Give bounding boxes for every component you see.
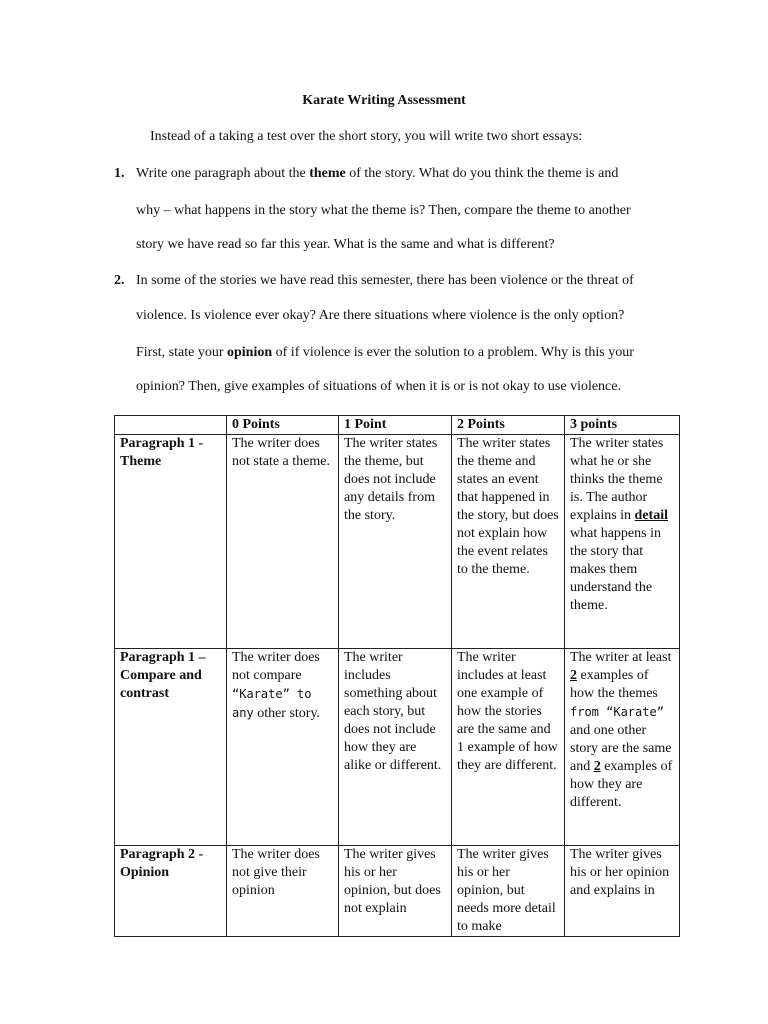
- rubric-cell: The writer does not state a theme.: [227, 435, 339, 649]
- item-2-line-3: First, state your opinion of if violence is ever the solution to a problem. Why is this your: [136, 345, 634, 360]
- page-title: Karate Writing Assessment: [302, 93, 466, 108]
- rubric-header-row: [115, 416, 680, 435]
- item-2-line-4: opinion? Then, give examples of situations of when it is or is not okay to use violence.: [136, 379, 621, 394]
- item-2-line-1: In some of the stories we have read this semester, there has been violence or the threat of: [136, 273, 634, 288]
- rubric-row-opinion: [115, 846, 680, 937]
- rubric-cell: The writer at least 2 examples of how the themes from “Karate” and one other story are the same and 2 examples of how they are different.: [565, 649, 680, 846]
- item-2-line-2: violence. Is violence ever okay? Are there situations where violence is the only option?: [136, 308, 625, 323]
- header-cell-3-points: 3 points: [565, 416, 680, 435]
- rubric-cell: The writer does not give their opinion: [227, 846, 339, 937]
- rubric-cell: The writer gives his or her opinion and explains in: [565, 846, 680, 937]
- row-label: Paragraph 2 - Opinion: [115, 846, 227, 937]
- item-1-line-3: story we have read so far this year. What is the same and what is different?: [136, 237, 555, 252]
- rubric-cell: The writer includes at least one example of how the stories are the same and 1 example of how they are different.: [452, 649, 565, 846]
- header-cell-2-points: 2 Points: [452, 416, 565, 435]
- intro-text: Instead of a taking a test over the short story, you will write two short essays:: [150, 129, 583, 144]
- rubric-cell: The writer gives his or her opinion, but needs more detail to make: [452, 846, 565, 937]
- item-number-1: 1.: [114, 166, 125, 181]
- rubric-row-compare: [115, 649, 680, 846]
- rubric-cell: The writer gives his or her opinion, but does not explain: [339, 846, 452, 937]
- rubric-cell: The writer does not compare “Karate” to any other story.: [227, 649, 339, 846]
- header-cell-0-points: 0 Points: [227, 416, 339, 435]
- item-1-line-2: why – what happens in the story what the theme is? Then, compare the theme to another: [136, 203, 631, 218]
- row-label: Paragraph 1 - Theme: [115, 435, 227, 649]
- rubric-table: [114, 415, 680, 937]
- rubric-cell: The writer includes something about each story, but does not include how they are alike or different.: [339, 649, 452, 846]
- rubric-cell: The writer states the theme and states an event that happened in the story, but does not explain how the event relates to the theme.: [452, 435, 565, 649]
- rubric-cell: The writer states the theme, but does not include any details from the story.: [339, 435, 452, 649]
- item-number-2: 2.: [114, 273, 125, 288]
- item-1-line-1: Write one paragraph about the theme of the story. What do you think the theme is and: [136, 166, 619, 181]
- header-cell-blank: [115, 416, 227, 435]
- header-cell-1-point: 1 Point: [339, 416, 452, 435]
- rubric-row-theme: [115, 435, 680, 649]
- rubric-cell: The writer states what he or she thinks the theme is. The author explains in detail what happens in the story that makes them understand the theme.: [565, 435, 680, 649]
- row-label: Paragraph 1 – Compare and contrast: [115, 649, 227, 846]
